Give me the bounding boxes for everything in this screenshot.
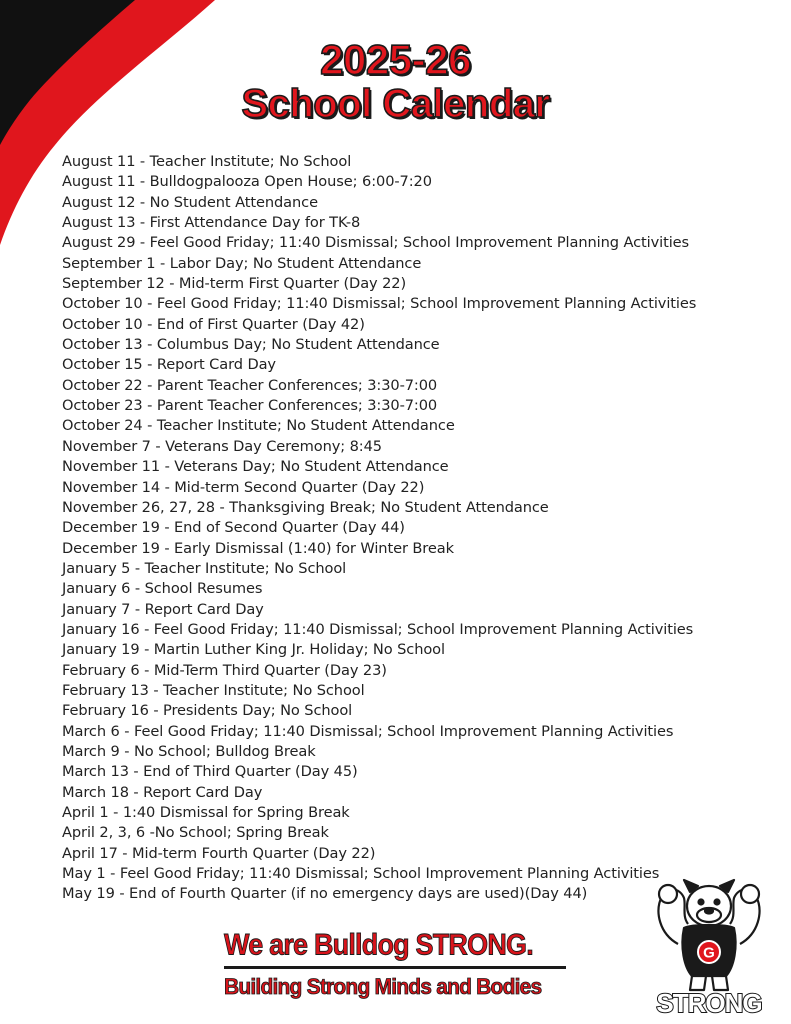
- list-item: April 1 - 1:40 Dismissal for Spring Break: [62, 804, 350, 821]
- list-item: January 16 - Feel Good Friday; 11:40 Dismissal; School Improvement Planning Activities: [62, 620, 694, 638]
- list-item: May 19 - End of Fourth Quarter (if no emergency days are used)(Day 44): [62, 885, 588, 903]
- list-item: January 6 - School Resumes: [62, 580, 263, 598]
- list-item: May 1 - Feel Good Friday; 11:40 Dismissal; School Improvement Planning Activities: [62, 865, 660, 883]
- list-item: December 19 - Early Dismissal (1:40) for Winter Break: [62, 539, 454, 557]
- list-item: April 17 - Mid-term Fourth Quarter (Day 22): [62, 844, 376, 862]
- mascot-strong-wordmark: STRONG: [656, 988, 762, 1018]
- list-item: October 24 - Teacher Institute; No Student Attendance: [62, 417, 455, 435]
- list-item: November 7 - Veterans Day Ceremony; 8:45: [62, 437, 382, 455]
- slogan-subheading: Building Strong Minds and Bodies: [224, 975, 542, 1000]
- page-title: School Calendar: [241, 82, 550, 126]
- calendar-year-heading: 2025-26: [320, 36, 471, 83]
- list-item: January 19 - Martin Luther King Jr. Holiday; No School: [62, 641, 445, 659]
- list-item: March 9 - No School; Bulldog Break: [62, 742, 316, 760]
- list-item: October 10 - End of First Quarter (Day 42): [62, 315, 365, 333]
- list-item: February 13 - Teacher Institute; No School: [62, 681, 365, 699]
- list-item: March 18 - Report Card Day: [62, 783, 263, 801]
- list-item: November 11 - Veterans Day; No Student Attendance: [62, 458, 449, 476]
- list-item: January 7 - Report Card Day: [62, 600, 264, 618]
- list-item: March 6 - Feel Good Friday; 11:40 Dismissal; School Improvement Planning Activities: [62, 722, 674, 740]
- list-item: August 11 - Teacher Institute; No School: [62, 153, 352, 170]
- calendar-events-list: [62, 152, 696, 905]
- list-item: February 6 - Mid-Term Third Quarter (Day 23): [62, 661, 387, 679]
- list-item: August 11 - Bulldogpalooza Open House; 6:00-7:20: [62, 173, 432, 191]
- list-item: February 16 - Presidents Day; No School: [62, 702, 353, 720]
- list-item: October 13 - Columbus Day; No Student Attendance: [62, 336, 440, 354]
- list-item: January 5 - Teacher Institute; No School: [62, 559, 347, 577]
- list-item: October 23 - Parent Teacher Conferences; 3:30-7:00: [62, 397, 438, 415]
- list-item: October 22 - Parent Teacher Conferences; 3:30-7:00: [62, 376, 438, 394]
- list-item: August 13 - First Attendance Day for TK-8: [62, 214, 361, 232]
- list-item: September 12 - Mid-term First Quarter (Day 22): [62, 275, 407, 293]
- slogan-heading: We are Bulldog STRONG.: [224, 928, 533, 961]
- list-item: September 1 - Labor Day; No Student Attendance: [62, 254, 422, 272]
- list-item: November 14 - Mid-term Second Quarter (Day 22): [62, 478, 425, 496]
- list-item: October 15 - Report Card Day: [62, 356, 276, 374]
- shirt-letter: G: [703, 944, 715, 962]
- list-item: April 2, 3, 6 -No School; Spring Break: [62, 824, 329, 842]
- list-item: December 19 - End of Second Quarter (Day 44): [62, 519, 405, 537]
- slogan-divider: [224, 966, 566, 969]
- bulldog-mascot-logo: [640, 872, 778, 1018]
- list-item: November 26, 27, 28 - Thanksgiving Break; No Student Attendance: [62, 498, 549, 516]
- list-item: August 29 - Feel Good Friday; 11:40 Dismissal; School Improvement Planning Activities: [62, 234, 690, 252]
- list-item: August 12 - No Student Attendance: [62, 193, 318, 211]
- list-item: March 13 - End of Third Quarter (Day 45): [62, 763, 358, 781]
- list-item: October 10 - Feel Good Friday; 11:40 Dismissal; School Improvement Planning Activities: [62, 295, 697, 313]
